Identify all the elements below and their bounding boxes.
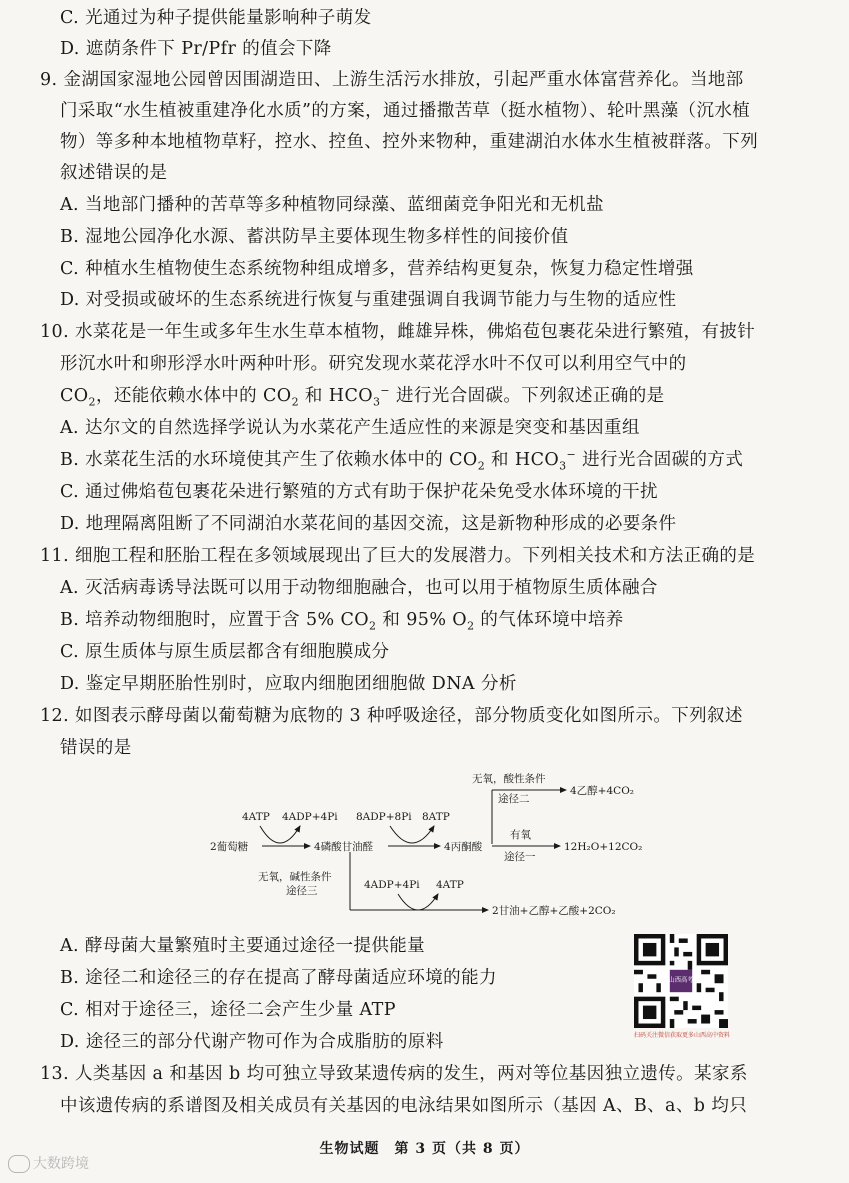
qr-code[interactable]: [634, 934, 728, 1028]
path1-condition: 有氧: [510, 829, 531, 841]
path2-name: 途径二: [498, 793, 530, 805]
adp1-out-label: 4ADP+4Pi: [282, 811, 338, 823]
q9-option-b: B. 湿地公园净化水源、蓄洪防旱主要体现生物多样性的间接价值: [60, 227, 569, 247]
atp2-out-label: 8ATP: [422, 811, 450, 823]
path1-product: 12H₂O+12CO₂: [564, 841, 643, 853]
glucose-label: 2葡萄糖: [210, 841, 249, 853]
atp1-loop-arrow: [260, 826, 300, 843]
qr-caption: 扫码关注微信获取更多山西高中资料: [633, 1032, 730, 1039]
g3p-label: 4磷酸甘油醛: [314, 841, 374, 853]
q9-stem-line-1: 9. 金湖国家湿地公园曾因围湖造田、上游生活污水排放，引起严重水体富营养化。当地部: [40, 70, 744, 90]
watermark-logo-icon: [8, 1155, 30, 1173]
q10-stem-line-1: 10. 水菜花是一年生或多年生水生草本植物，雌雄异株，佛焰苞包裹花朵进行繁殖，有披针: [40, 322, 756, 342]
q12-stem-line-2: 错误的是: [60, 738, 132, 758]
q12-option-c: C. 相对于途径三，途径二会产生少量 ATP: [60, 1000, 396, 1020]
q8-option-c: C. 光通过为种子提供能量影响种子萌发: [60, 8, 372, 28]
q10-option-d: D. 地理隔离阻断了不同湖泊水菜花间的基因交流，这是新物种形成的必要条件: [60, 514, 677, 534]
path3-product: 2甘油+乙醇+乙酸+2CO₂: [492, 905, 616, 917]
q9-stem-line-4: 叙述错误的是: [60, 163, 168, 183]
q12-stem-line-1: 12. 如图表示酵母菌以葡萄糖为底物的 3 种呼吸途径，部分物质变化如图所示。下列叙述: [40, 706, 743, 726]
q9-option-a: A. 当地部门播种的苦草等多种植物同绿藻、蓝细菌竞争阳光和无机盐: [60, 195, 605, 215]
path3-name: 途径三: [286, 885, 318, 897]
q12-option-a: A. 酵母菌大量繁殖时主要通过途径一提供能量: [60, 936, 426, 956]
q10-stem-line-2: 形沉水叶和卵形浮水叶两种叶形。研究发现水菜花浮水叶不仅可以利用空气中的: [60, 354, 687, 374]
path2-condition: 无氧，酸性条件: [472, 773, 546, 785]
q8-option-d: D. 遮荫条件下 Pr/Pfr 的值会下降: [60, 39, 332, 59]
atp2-loop-arrow: [390, 826, 434, 843]
q9-option-d: D. 对受损或破坏的生态系统进行恢复与重建强调自我调节能力与生物的适应性: [60, 290, 677, 310]
q10-option-b: B. 水菜花生活的水环境使其产生了依赖水体中的 $CO_2$ 和 $HCO_3^-$ 进行光合固碳的方式: [60, 448, 744, 473]
respiration-pathway-diagram: [200, 768, 670, 918]
q10-option-c: C. 通过佛焰苞包裹花朵进行繁殖的方式有助于保护花朵免受水体环境的干扰: [60, 482, 658, 502]
adp3-in-label: 4ADP+4Pi: [364, 879, 420, 891]
path1-name: 途径一: [504, 851, 536, 863]
q13-stem-line-1: 13. 人类基因 a 和基因 b 均可独立导致某遗传病的发生，两对等位基因独立遗传。某家系: [40, 1064, 748, 1084]
q9-stem-line-3: 物）等多种本地植物草籽，控水、控鱼、控外来物种，重建湖泊水体水生植被群落。下列: [60, 132, 759, 152]
atp1-in-label: 4ATP: [242, 811, 270, 823]
path2-product: 4乙醇+4CO₂: [570, 785, 635, 797]
page-footer: 生物试题 第 3 页（共 8 页）: [319, 1141, 530, 1157]
adp2-in-label: 8ADP+8Pi: [356, 811, 412, 823]
q10-stem-line-3: $CO_2$，还能依赖水体中的 $CO_2$ 和 $HCO_3^-$ 进行光合固碳。下列叙述正确的是: [60, 384, 665, 409]
path3-condition: 无氧，碱性条件: [258, 871, 332, 883]
q12-option-b: B. 途径二和途径三的存在提高了酵母菌适应环境的能力: [60, 968, 497, 988]
atp3-loop-arrow: [398, 894, 438, 910]
atp3-out-label: 4ATP: [436, 879, 464, 891]
q11-option-b: B. 培养动物细胞时，应置于含 5% $CO_2$ 和 95% $O_2$ 的气体环境中培养: [60, 610, 624, 633]
pyruvate-label: 4丙酮酸: [444, 841, 483, 853]
q12-option-d: D. 途径三的部分代谢产物可作为合成脂肪的原料: [60, 1032, 444, 1052]
watermark: 大数跨境: [8, 1153, 89, 1173]
q11-option-a: A. 灭活病毒诱导法既可以用于动物细胞融合，也可以用于植物原生质体融合: [60, 578, 658, 598]
q11-option-d: D. 鉴定早期胚胎性别时，应取内细胞团细胞做 DNA 分析: [60, 674, 517, 694]
q9-option-c: C. 种植水生植物使生态系统物种组成增多，营养结构更复杂，恢复力稳定性增强: [60, 259, 694, 279]
q11-stem: 11. 细胞工程和胚胎工程在多领域展现出了巨大的发展潜力。下列相关技术和方法正确的是: [40, 546, 756, 566]
q11-option-c: C. 原生质体与原生质层都含有细胞膜成分: [60, 642, 390, 662]
qr-center-label: 山西高考: [668, 976, 694, 984]
q13-stem-line-2: 中该遗传病的系谱图及相关成员有关基因的电泳结果如图所示（基因 A、B、a、b 均只: [60, 1096, 748, 1116]
q10-option-a: A. 达尔文的自然选择学说认为水菜花产生适应性的来源是突变和基因重组: [60, 418, 640, 438]
q9-stem-line-2: 门采取“水生植被重建净化水质”的方案，通过播撒苦草（挺水植物）、轮叶黑藻（沉水植: [60, 101, 751, 121]
